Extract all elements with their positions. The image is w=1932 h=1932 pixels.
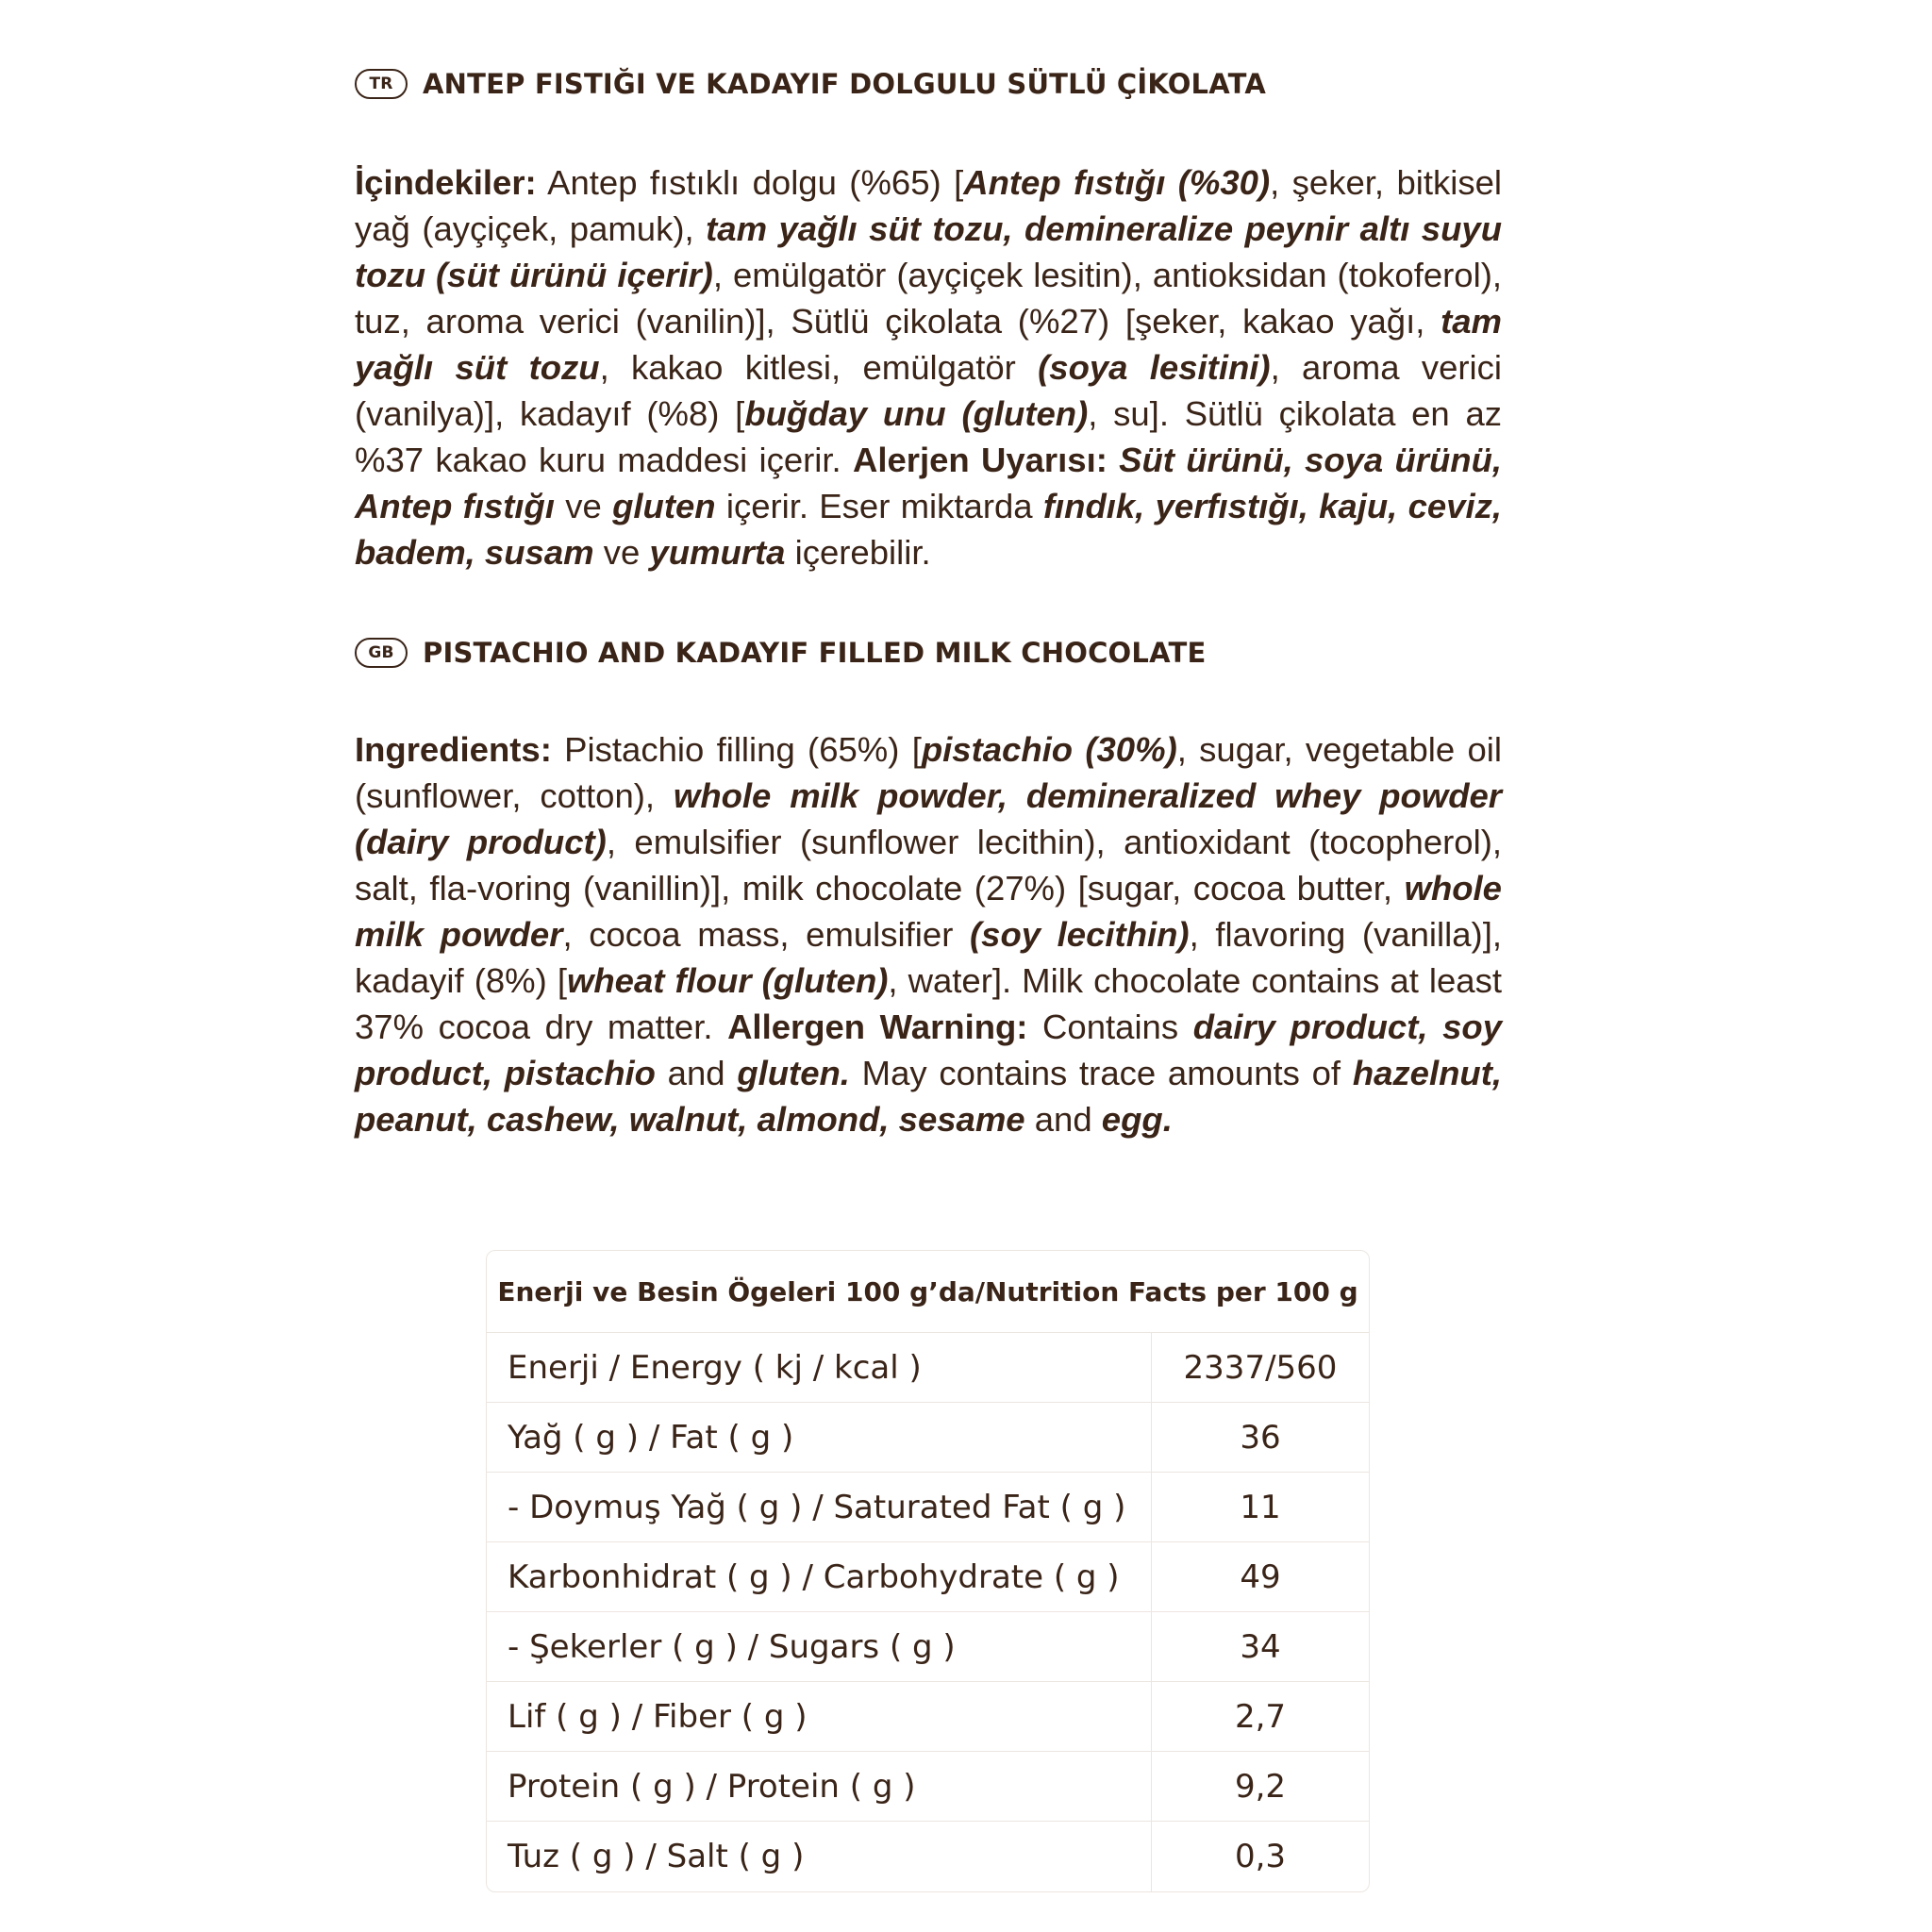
tr-bold-7: gluten bbox=[612, 487, 716, 525]
nutrient-label: Yağ ( g ) / Fat ( g ) bbox=[487, 1403, 1152, 1472]
nutrient-value: 2,7 bbox=[1234, 1697, 1287, 1736]
gb-bold-6: dairy product, soy product, pistachio bbox=[355, 1008, 1502, 1092]
gb-text-7: Contains bbox=[1027, 1008, 1193, 1046]
tr-bold-3: tam yağlı süt tozu bbox=[355, 302, 1502, 387]
gb-language-badge: GB bbox=[355, 638, 408, 668]
gb-text-8: and bbox=[655, 1054, 738, 1092]
gb-allergen-label: Allergen Warning: bbox=[727, 1008, 1028, 1046]
tr-text-9: ve bbox=[593, 533, 650, 572]
tr-product-title: ANTEP FISTIĞI VE KADAYIF DOLGULU SÜTLÜ ÇİKOLATA bbox=[423, 68, 1266, 100]
nutrient-value: 9,2 bbox=[1234, 1767, 1287, 1806]
nutrient-value: 0,3 bbox=[1234, 1838, 1287, 1875]
tr-bold-9: yumurta bbox=[649, 533, 786, 572]
table-row bbox=[487, 1682, 1369, 1752]
tr-text-3: , emülgatör (ayçiçek lesitin), antioksidan (tokoferol), tuz, aroma verici (vanilin)], Sütlü çikolata (%27) [şeker, kakao yağı, bbox=[355, 256, 1503, 341]
gb-text-9: May contains trace amounts of bbox=[849, 1054, 1353, 1092]
gb-text-1: Pistachio filling (65%) [ bbox=[551, 730, 922, 769]
gb-bold-4: (soy lecithin) bbox=[969, 915, 1190, 954]
table-row bbox=[487, 1822, 1369, 1891]
tr-bold-5: buğday unu (gluten) bbox=[744, 394, 1089, 433]
nutrient-label: Enerji / Energy ( kj / kcal ) bbox=[487, 1333, 1152, 1402]
gb-text-4: , cocoa mass, emulsifier bbox=[562, 915, 970, 954]
nutrient-label: Lif ( g ) / Fiber ( g ) bbox=[487, 1682, 1152, 1751]
tr-text-5: , aroma verici (vanilya)], kadayıf (%8) [ bbox=[355, 348, 1502, 433]
tr-bold-1: Antep fıstığı (%30) bbox=[963, 163, 1271, 202]
nutrient-value: 2337/560 bbox=[1183, 1348, 1338, 1387]
nutrient-label: Tuz ( g ) / Salt ( g ) bbox=[487, 1822, 1152, 1891]
gb-text-5: , flavoring (vanilla)], kadayif (8%) [ bbox=[355, 915, 1502, 1000]
gb-text-6: , water]. Milk chocolate contains at least 37% cocoa dry matter. bbox=[355, 961, 1503, 1046]
nutrient-label: - Doymuş Yağ ( g ) / Saturated Fat ( g ) bbox=[487, 1473, 1152, 1541]
gb-bold-3: whole milk powder bbox=[355, 869, 1502, 954]
gb-text-10: and bbox=[1024, 1100, 1102, 1139]
nutrient-value: 34 bbox=[1240, 1627, 1281, 1666]
gb-bold-7: gluten. bbox=[737, 1054, 850, 1092]
table-row bbox=[487, 1612, 1369, 1682]
nutrient-value: 11 bbox=[1240, 1488, 1281, 1526]
table-row bbox=[487, 1403, 1369, 1473]
tr-bold-2: tam yağlı süt tozu, demineralize peynir altı suyu tozu (süt ürünü içerir) bbox=[355, 209, 1502, 294]
nutrient-label: Karbonhidrat ( g ) / Carbohydrate ( g ) bbox=[487, 1542, 1152, 1611]
nutrient-label: Protein ( g ) / Protein ( g ) bbox=[487, 1752, 1152, 1821]
tr-ingredients-label: İçindekiler: bbox=[355, 163, 537, 202]
table-row bbox=[487, 1752, 1369, 1822]
nutrient-value: 36 bbox=[1240, 1418, 1281, 1457]
nutrition-table-title: Enerji ve Besin Ögeleri 100 g’da/Nutrition Facts per 100 g bbox=[487, 1251, 1369, 1333]
tr-allergen-label: Alerjen Uyarısı: bbox=[852, 441, 1108, 479]
gb-text-2: , sugar, vegetable oil (sunflower, cotton), bbox=[355, 730, 1502, 815]
nutrient-label: - Şekerler ( g ) / Sugars ( g ) bbox=[487, 1612, 1152, 1681]
tr-text-4: , kakao kitlesi, emülgatör bbox=[599, 348, 1039, 387]
gb-heading bbox=[355, 637, 1502, 669]
tr-text-1: Antep fıstıklı dolgu (%65) [ bbox=[536, 163, 964, 202]
nutrition-facts-table bbox=[486, 1250, 1370, 1892]
tr-heading bbox=[355, 68, 1502, 100]
gb-product-title: PISTACHIO AND KADAYIF FILLED MILK CHOCOLATE bbox=[423, 637, 1207, 669]
table-row bbox=[487, 1333, 1369, 1403]
gb-ingredients-paragraph bbox=[355, 726, 1502, 1142]
nutrient-value: 49 bbox=[1240, 1557, 1281, 1596]
gb-text-3: , emulsifier (sunflower lecithin), antioxidant (tocopherol), salt, fla-voring (vanillin)], milk chocolate (27%) [sugar, cocoa butter, bbox=[355, 823, 1502, 908]
tr-bold-6: Süt ürünü, soya ürünü, Antep fıstığı bbox=[355, 441, 1503, 525]
gb-bold-9: egg. bbox=[1101, 1100, 1173, 1139]
gb-bold-8: hazelnut, peanut, cashew, walnut, almond, sesame bbox=[355, 1054, 1502, 1139]
tr-ingredients-paragraph bbox=[355, 159, 1502, 575]
table-row bbox=[487, 1542, 1369, 1612]
gb-bold-5: wheat flour (gluten) bbox=[566, 961, 889, 1000]
tr-bold-8: fındık, yerfıstığı, kaju, ceviz, badem, susam bbox=[355, 487, 1502, 572]
gb-ingredients-label: Ingredients: bbox=[355, 730, 552, 769]
gb-bold-1: pistachio (30%) bbox=[921, 730, 1177, 769]
tr-bold-4: (soya lesitini) bbox=[1038, 348, 1271, 387]
gb-bold-2: whole milk powder, demineralized whey powder (dairy product) bbox=[355, 776, 1502, 861]
tr-text-10: içerebilir. bbox=[785, 533, 931, 572]
tr-language-badge: TR bbox=[355, 69, 408, 99]
table-row bbox=[487, 1473, 1369, 1542]
tr-text-8: içerir. Eser miktarda bbox=[715, 487, 1043, 525]
tr-text-6: , su]. Sütlü çikolata en az %37 kakao kuru maddesi içerir. bbox=[355, 394, 1503, 479]
tr-text-7: ve bbox=[555, 487, 613, 525]
tr-text-2: , şeker, bitkisel yağ (ayçiçek, pamuk), bbox=[355, 163, 1503, 248]
